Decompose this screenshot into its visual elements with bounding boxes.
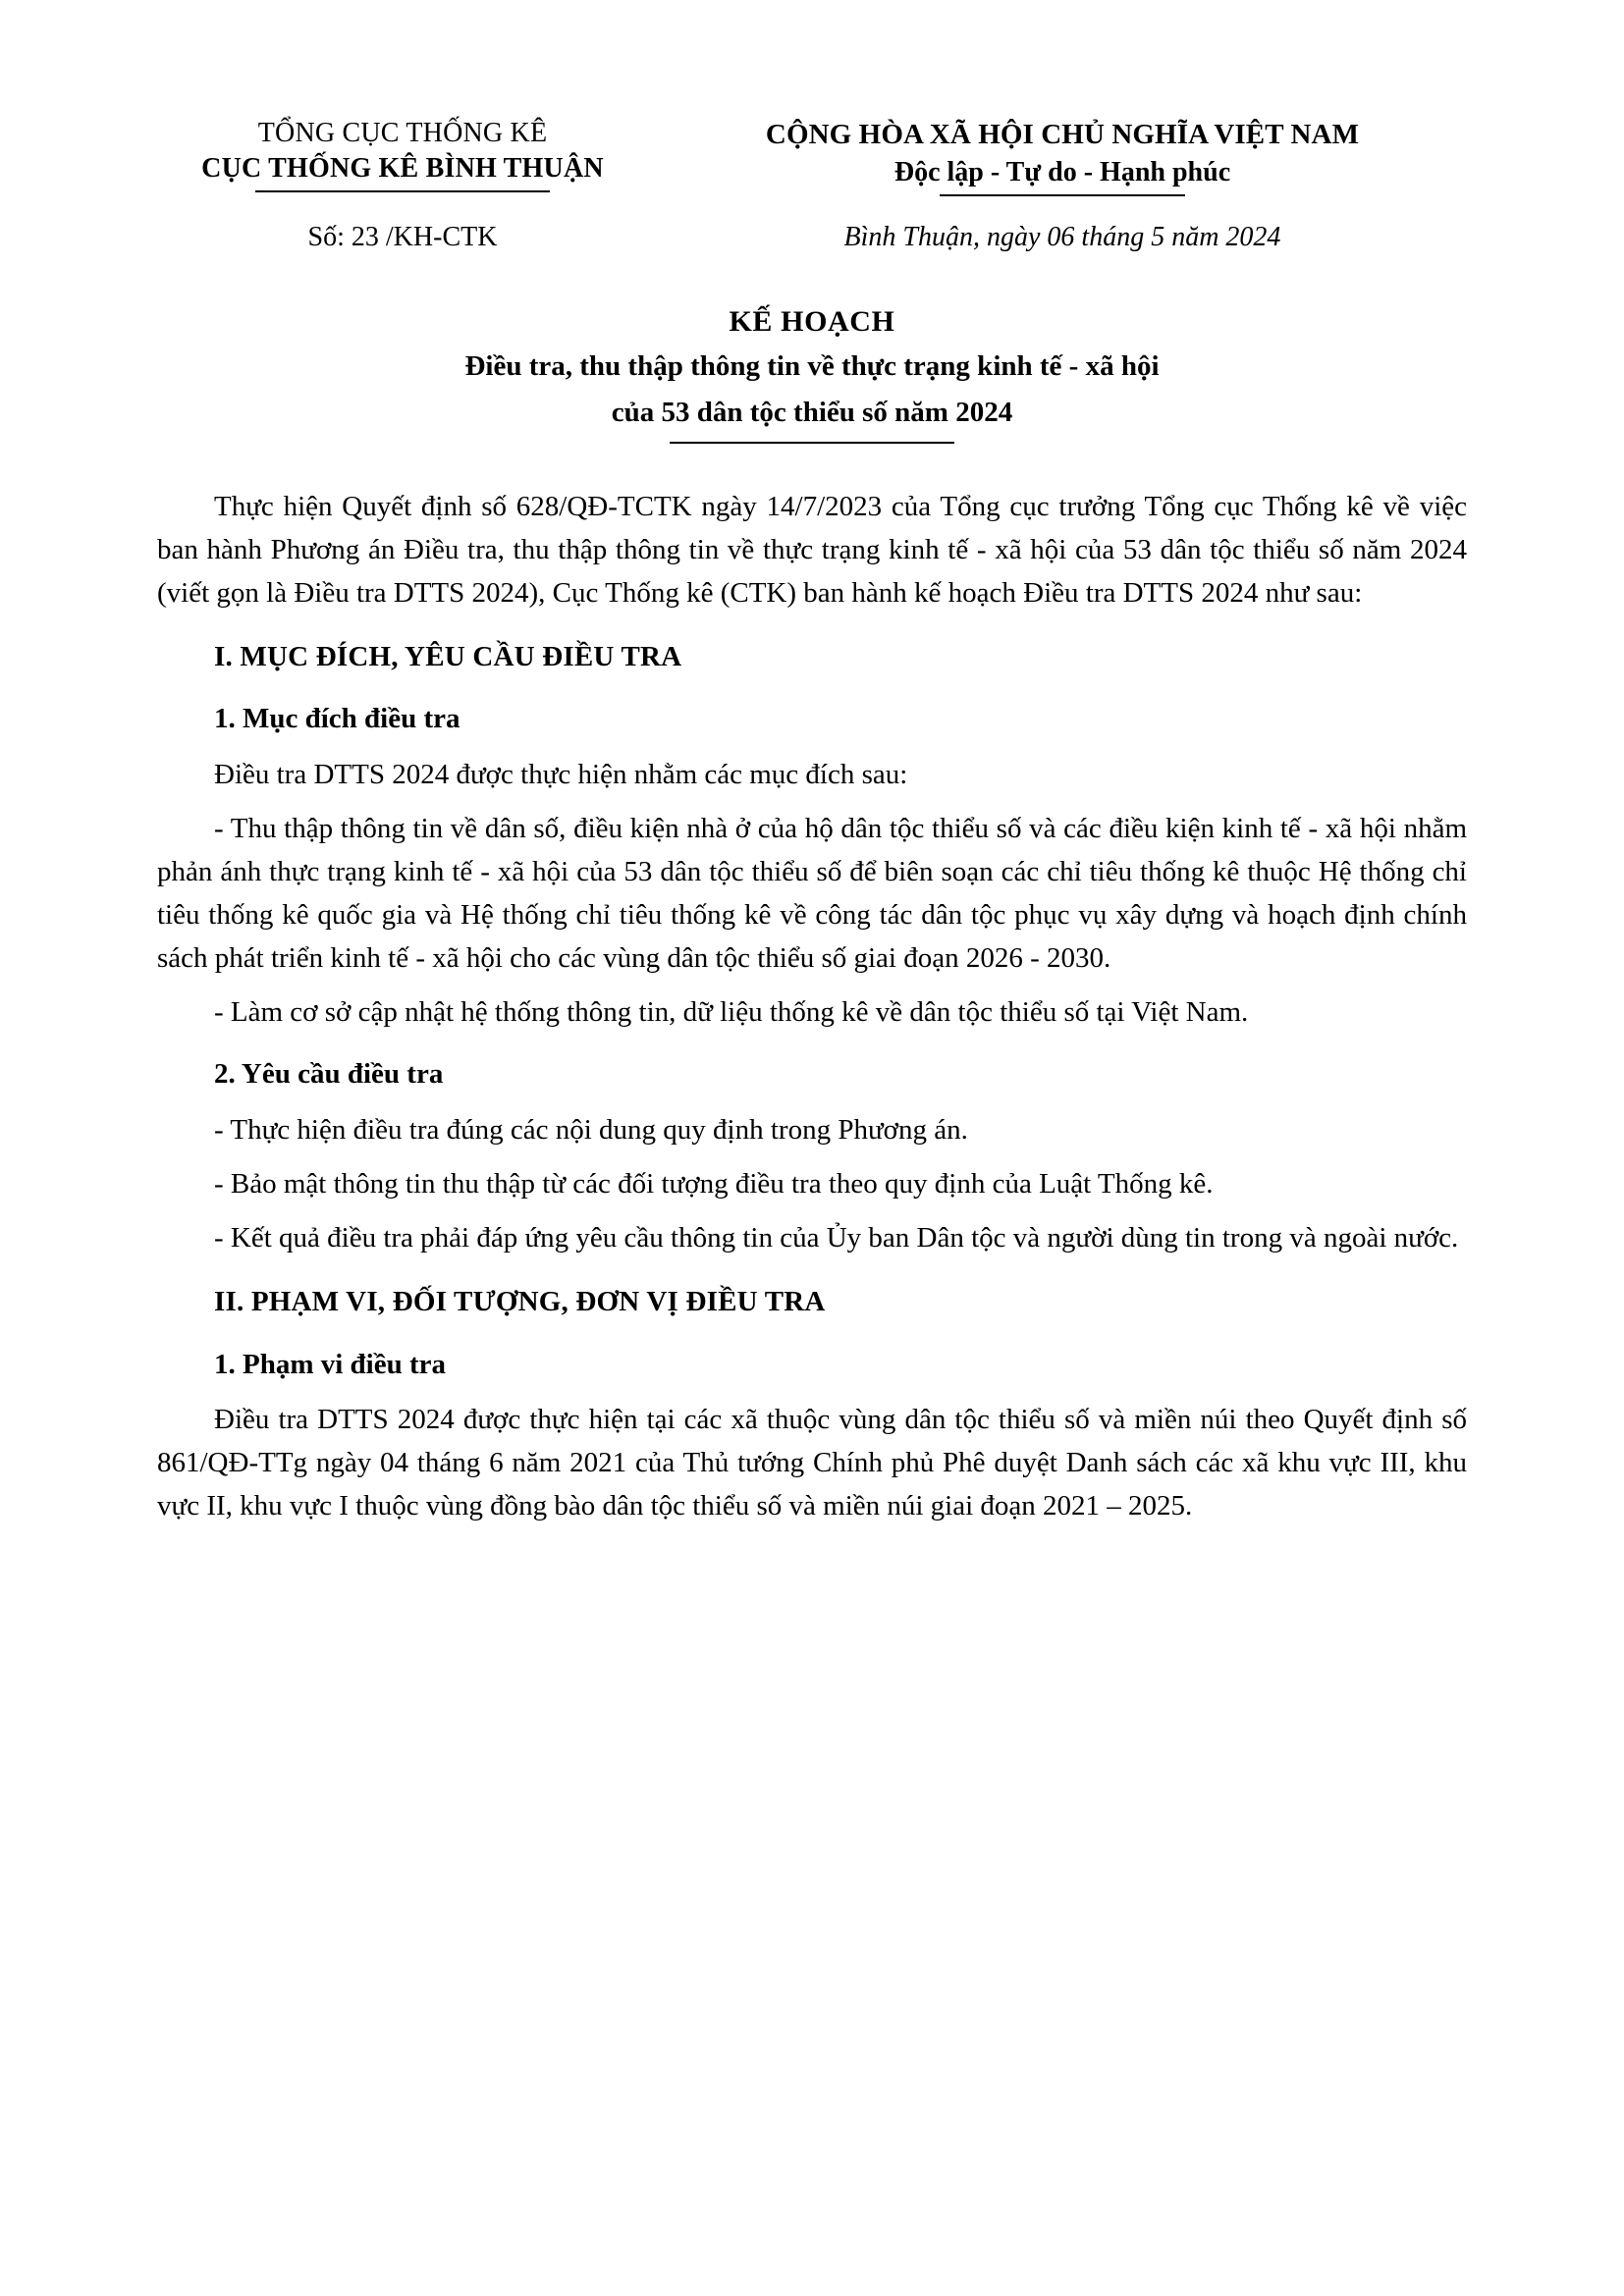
- requirement-bullet-1: - Thực hiện điều tra đúng các nội dung quy định trong Phương án.: [214, 1113, 968, 1146]
- motto-underline: [940, 194, 1185, 196]
- document-title-block: [157, 302, 1467, 443]
- document-header: [157, 116, 1467, 196]
- issuing-agency-block: [157, 116, 648, 192]
- title-underline: [670, 442, 954, 444]
- purpose-bullet-2: - Làm cơ sở cập nhật hệ thống thông tin, dữ liệu thống kê về dân tộc thiểu số tại Việt Nam.: [214, 996, 1249, 1029]
- agency-underline: [255, 190, 550, 192]
- subsection-heading-2-1: 1. Phạm vi điều tra: [214, 1348, 447, 1380]
- intro-paragraph: Thực hiện Quyết định số 628/QĐ-TCTK ngày 14/7/2023 của Tổng cục trưởng Tổng cục Thống kê về việc ban hành Phương án Điều tra, thu thập thông tin về thực trạng kinh tế - xã hội của 53 dân tộc thiểu số năm 2024 (viết gọn là Điều tra DTTS 2024), Cục Thống kê (CTK) ban hành kế hoạch Điều tra DTTS 2024 như sau:: [157, 490, 1467, 609]
- page-title: KẾ HOẠCH: [729, 305, 895, 339]
- purpose-intro-paragraph: Điều tra DTTS 2024 được thực hiện nhằm các mục đích sau:: [214, 758, 908, 790]
- requirement-bullet-2: - Bảo mật thông tin thu thập từ các đối tượng điều tra theo quy định của Luật Thống kê.: [214, 1167, 1214, 1200]
- agency-parent-name: TỔNG CỤC THỐNG KÊ: [257, 118, 548, 148]
- section-heading-1: I. MỤC ĐÍCH, YÊU CẦU ĐIỀU TRA: [214, 640, 682, 672]
- section-heading-2: II. PHẠM VI, ĐỐI TƯỢNG, ĐƠN VỊ ĐIỀU TRA: [214, 1286, 826, 1317]
- place-and-date: Bình Thuận, ngày 06 tháng 5 năm 2024: [843, 222, 1281, 253]
- subsection-heading-1-1: 1. Mục đích điều tra: [214, 703, 460, 735]
- national-motto: Độc lập - Tự do - Hạnh phúc: [893, 157, 1231, 188]
- agency-name: CỤC THỐNG KÊ BÌNH THUẬN: [201, 153, 604, 185]
- purpose-bullet-1: - Thu thập thông tin về dân số, điều kiện nhà ở của hộ dân tộc thiểu số và các điều kiện kinh tế - xã hội nhằm phản ánh thực trạng kinh tế - xã hội của 53 dân tộc thiểu số để biên soạn các chỉ tiêu thống kê thuộc Hệ thống chỉ tiêu thống kê quốc gia và Hệ thống chỉ tiêu thống kê về công tác dân tộc phục vụ xây dựng và hoạch định chính sách phát triển kinh tế - xã hội cho các vùng dân tộc thiểu số giai đoạn 2026 - 2030.: [157, 812, 1467, 975]
- document-number: Số: 23 /KH-CTK: [307, 222, 498, 253]
- title-subtitle-line-1: Điều tra, thu thập thông tin về thực trạng kinh tế - xã hội: [464, 350, 1160, 383]
- scope-paragraph: Điều tra DTTS 2024 được thực hiện tại các xã thuộc vùng dân tộc thiểu số và miền núi theo Quyết định số 861/QĐ-TTg ngày 04 tháng 6 năm 2021 của Thủ tướng Chính phủ Phê duyệt Danh sách các xã khu vực III, khu vực II, khu vực I thuộc vùng đồng bào dân tộc thiểu số và miền núi giai đoạn 2021 – 2025.: [157, 1404, 1467, 1522]
- document-body: [157, 485, 1467, 1528]
- country-name: CỘNG HÒA XÃ HỘI CHỦ NGHĨA VIỆT NAM: [765, 119, 1360, 150]
- national-heading-block: [648, 116, 1467, 196]
- requirement-bullet-3: - Kết quả điều tra phải đáp ứng yêu cầu thông tin của Ủy ban Dân tộc và người dùng tin trong và ngoài nước.: [214, 1221, 1459, 1254]
- title-subtitle-line-2: của 53 dân tộc thiểu số năm 2024: [611, 397, 1013, 429]
- header-second-row: [157, 222, 1467, 253]
- subsection-heading-1-2: 2. Yêu cầu điều tra: [214, 1058, 444, 1091]
